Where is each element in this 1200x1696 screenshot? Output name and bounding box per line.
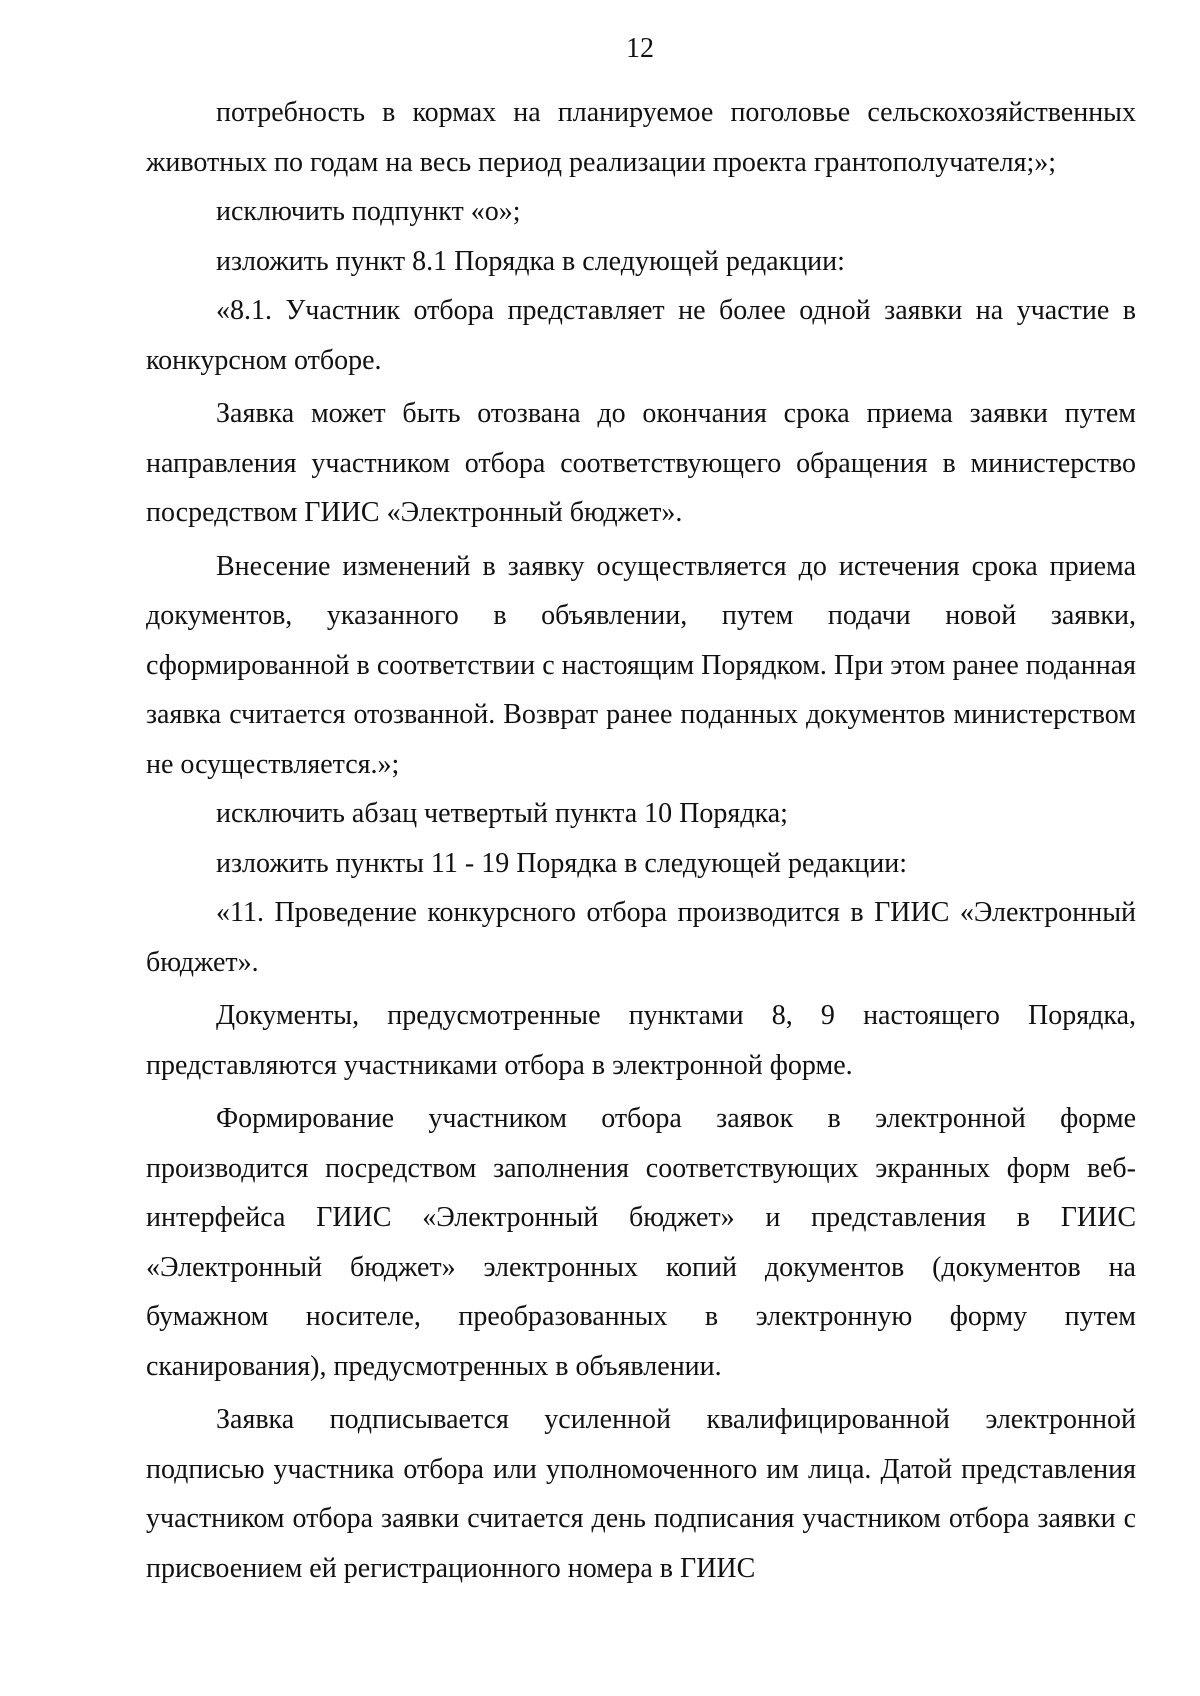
paragraph-application-signing: Заявка подписывается усиленной квалифицированной электронной подписью участника отбора или уполномоченного им лица. Датой представления участником отбора заявки считается день подписания участником отбора заявки с присвоением ей регистрационного номера в ГИИС	[146, 1404, 1136, 1584]
paragraph-application-withdrawal: Заявка может быть отозвана до окончания срока приема заявки путем направления участником отбора соответствующего обращения в министерство посредством ГИИС «Электронный бюджет».	[146, 398, 1136, 528]
document-body	[146, 88, 1136, 1593]
paragraph-exclude-item-10-para-4: исключить абзац четвертый пункта 10 Порядка;	[216, 798, 788, 829]
page-number: 12	[626, 33, 654, 64]
paragraph-exclude-subitem-o: исключить подпункт «о»;	[216, 196, 521, 227]
paragraph-application-forming: Формирование участником отбора заявок в электронной форме производится посредством заполнения соответствующих экранных форм веб-интерфейса ГИИС «Электронный бюджет» и представления в ГИИС «Электронный бюджет» электронных копий документов (документов на бумажном носителе, преобразованных в электронную форму путем сканирования), предусмотренных в объявлении.	[146, 1103, 1136, 1382]
paragraph-application-changes: Внесение изменений в заявку осуществляется до истечения срока приема документов, указанного в объявлении, путем подачи новой заявки, сформированной в соответствии с настоящим Порядком. При этом ранее поданная заявка считается отозванной. Возврат ранее поданных документов министерством не осуществляется.»;	[146, 550, 1136, 780]
paragraph-item-11-text: «11. Проведение конкурсного отбора производится в ГИИС «Электронный бюджет».	[146, 897, 1136, 978]
paragraph-amend-items-11-19: изложить пункты 11 - 19 Порядка в следующей редакции:	[216, 847, 908, 879]
paragraph-feed-requirement: потребность в кормах на планируемое поголовье сельскохозяйственных животных по годам на весь период реализации проекта грантополучателя;»;	[146, 97, 1136, 178]
paragraph-item-8-1-text: «8.1. Участник отбора представляет не более одной заявки на участие в конкурсном отборе.	[146, 295, 1136, 376]
paragraph-amend-item-8-1: изложить пункт 8.1 Порядка в следующей редакции:	[216, 245, 845, 277]
paragraph-documents-electronic: Документы, предусмотренные пунктами 8, 9 настоящего Порядка, представляются участниками отбора в электронной форме.	[146, 1000, 1136, 1081]
